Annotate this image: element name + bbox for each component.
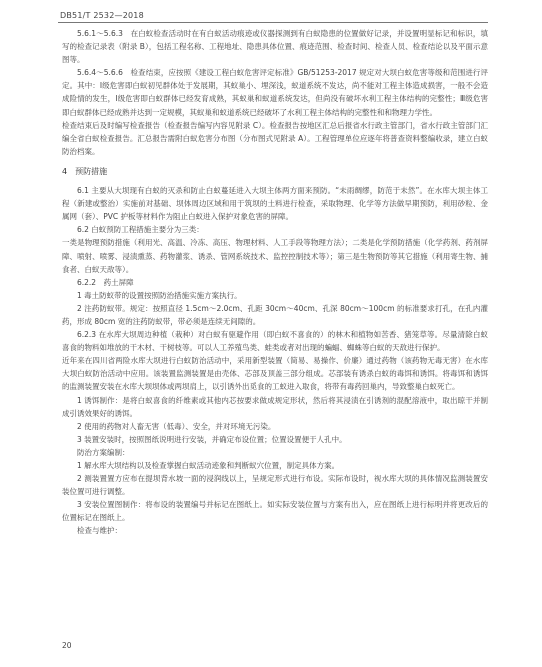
- subsection-medicated-soil-barrier: 6.2.2 药土屏障: [77, 277, 134, 287]
- paragraph-planting-repellent: 6.2.3 在水库大坝周边种植（栽种）对白蚁有驱避作用（即白蚁不喜食的）的林木和植物如苦香、猪笼草等。尽量清除白蚁喜食的物料如堆放的干木材、干树枝等。可以人工养殖鸟类、蛙类或者对出现的蝙蝠、蜘蛛等白蚁的天敌进行保护。: [62, 330, 488, 353]
- paragraph-hazard-assessment: 5.6.4～5.6.6 检查结束，应按照《建设工程白蚁危害评定标准》GB/51253-2017 规定对大坝白蚁危害等级和范围进行评定。其中：Ⅰ级危害即白蚁初见群体处于发展期，其蚁巢小、埋深浅，蚁道系统不发达，尚不能对工程主体造成损害，一般不会造成险情的发生，Ⅰ级危害即白蚁群体已经发育成熟，其蚁巢和蚁道系统发达，但尚没有破坏水利工程主体结构的完整性；Ⅲ级危害即白蚁群体已经成熟并达到一定规模，其蚁巢和蚁道系统已经破坏了水利工程主体结构的完整性和和物理力学性。: [62, 68, 488, 117]
- header-divider: [58, 22, 488, 23]
- page-number: 20: [62, 641, 72, 650]
- paragraph-record-marking: 5.6.1～5.6.3 在白蚁检查活动时在有白蚁活动痕迹或仪器探测到有白蚁隐患的位置做好记录，并设置明显标记和标识，填写的检查记录表（附录 B），包括工程名称、工程地址、隐患具体位置、痕迹范围、检查时间、检查人员、检查结论以及平面示意图等。: [62, 29, 488, 65]
- subheading-inspection-maintenance: 检查与维护：: [77, 526, 122, 536]
- paragraph-measure-types: 一类是物理预防措施（利用光、高温、冷冻、高压、物理材料、人工手段等物理方法）；二类是化学预防措施（化学药剂、药剂屏障、喷射、喷雾、浸渍熏蒸、药物灌浆、诱杀、管网系统技术、监控控制技术等）；第三是生物预防等其它措施（利用寄生物、捕食者、白蚁天敌等）。: [62, 238, 488, 274]
- paragraph-prevention-principle: 6.1 主要从大坝现有白蚁的灭杀和防止白蚁蔓延进入大坝主体两方面来预防。“未雨绸缪，防范于未然”。在水库大坝主体工程（新建或整治）实施前对基础、坝体周边区域和用于筑坝的土料进行检查，采取物理、化学等方法做早期预防，利用砂粒、金属网（套）、PVC 护板等材料作为阻止白蚁进入保护对象危害的屏障。: [62, 186, 488, 222]
- document-code: DB51/T 2532—2018: [60, 11, 144, 20]
- subheading-plan-compilation: 防治方案编制：: [77, 447, 130, 457]
- list-item-drug-safety: 2 使用的药物对人畜无害（低毒）、安全，并对环境无污染。: [77, 421, 276, 431]
- list-item-bait-making: 1 诱饵制作：是将白蚁喜食的纤维素或其他内芯按要求做成规定形状，然后将其浸渍在引诱剂的混配溶液中，取出晾干并制成引诱效果好的诱饵。: [62, 395, 488, 418]
- paragraph-monitoring-device: 近年来在四川省两险水库大坝进行白蚁防治活动中，采用新型装置（简易、易操作、价廉）通过药物（该药物无毒无害）在水库大坝白蚁防治活动中应用。该装置监测装置是由壳体、芯部及顶盖三部分组成。芯部装有诱杀白蚁的毒饵和诱饵。将毒饵和诱饵的监测装置安装在水库大坝坝体或两坝肩上，以引诱外出觅食的工蚁进入取食，将带有毒药回巢内，导致整巢白蚁死亡。: [62, 356, 488, 392]
- list-item-plan-layout: 2 测装置置方应布在提坝背水坡一面的浸润线以上，呈规定形式进行布设。实际布设时，视水库大坝的具体情况监测装置安装位置可进行调整。: [62, 474, 488, 497]
- paragraph-measure-categories: 6.2 白蚁预防工程措施主要分为三类：: [77, 225, 204, 235]
- list-item-device-installation: 3 装置安装时，按照图纸说明进行安装，并确定布设位置；位置设置便于人孔中。: [77, 434, 347, 444]
- list-item-plan-drawing: 3 安装位置图制作：将布设的装置编号并标记在图纸上。如实际安装位置与方案有出入，应在图纸上进行标明并将更改后的位置标记在图纸上。: [62, 500, 488, 523]
- section-title-prevention: 4 预防措施: [62, 166, 108, 176]
- list-item-injection-belt: 2 注药防蚁带。规定：按照直径 1.5cm～2.0cm、孔距 30cm～40cm、孔深 80cm～100cm 的标准要求打孔，在孔内灌药，形成 80cm 宽的注药防蚁带，带必须是连续无间隙的。: [62, 303, 488, 326]
- document-body: [62, 27, 488, 538]
- list-item-poison-soil-belt: 1 毒土防蚁带的设置按照防治措施实施方案执行。: [77, 290, 242, 300]
- list-item-plan-structure: 1 解水库大坝结构以及检查掌握白蚁活动迹象和判断蚁穴位置，制定具体方案。: [77, 461, 340, 470]
- paragraph-inspection-report: 检查结束后及时编写检查报告（检查报告编写内容见附录 C）。检查报告按地区汇总后报省水行政主管部门，省水行政主管部门汇编全省白蚁检查报告。汇总报告需附白蚁危害分布图（分布图式见附录 A）。工程管理单位应逐年将普查资料整编收录，建立白蚁防治档案。: [62, 120, 488, 156]
